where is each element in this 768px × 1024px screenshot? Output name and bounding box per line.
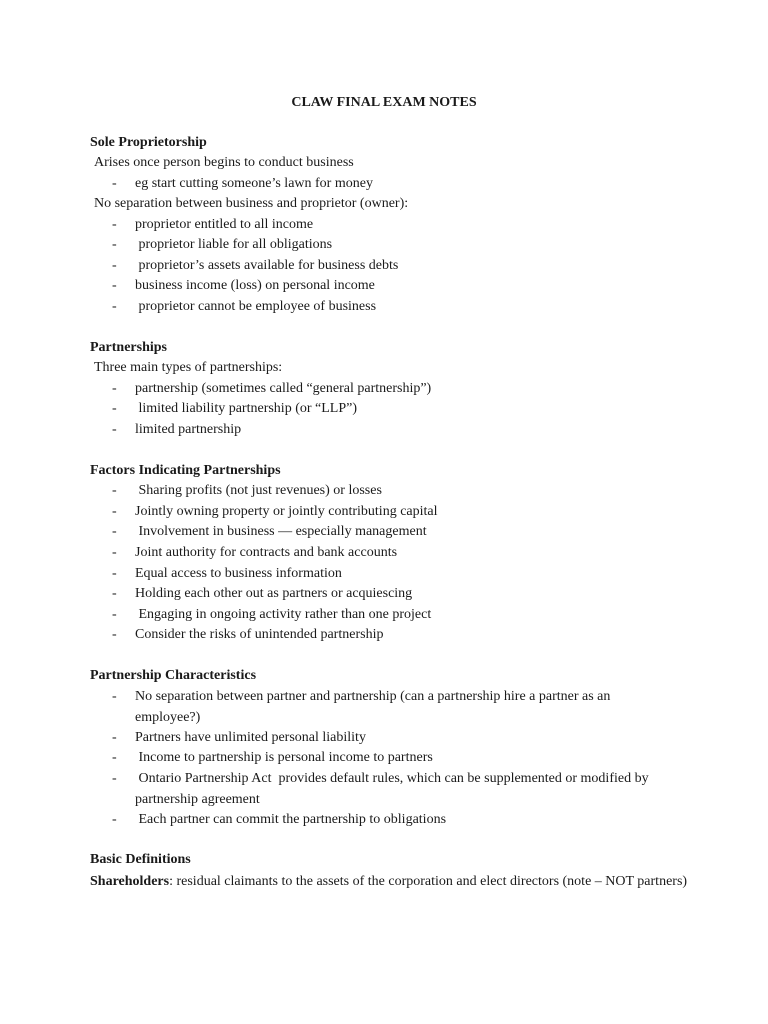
bullet-dash: - [112, 689, 117, 704]
bullet-dash: - [112, 422, 117, 437]
list-item [112, 769, 682, 810]
list-item-text: Jointly owning property or jointly contributing capital [135, 504, 438, 519]
sole-sub-text: No separation between business and proprietor (owner): [94, 196, 409, 211]
list-item [112, 174, 692, 195]
list-item [112, 215, 692, 236]
list-item [112, 584, 692, 605]
bullet-dash: - [112, 812, 117, 827]
list-item-text: Joint authority for contracts and bank accounts [135, 545, 398, 560]
bullet-dash: - [112, 504, 117, 519]
bullet-dash: - [112, 545, 117, 560]
list-item [112, 625, 692, 646]
list-item [112, 687, 672, 728]
list-item-text: Ontario Partnership Act provides default rules, which can be supplemented or modified by partnership agreement [135, 771, 653, 807]
list-item [112, 564, 692, 585]
list-item [112, 256, 692, 277]
list-item-text: proprietor entitled to all income [135, 217, 314, 232]
partnerships-intro-text: Three main types of partnerships: [94, 360, 283, 375]
list-item-text: Consider the risks of unintended partnership [135, 627, 384, 642]
bullet-dash: - [112, 627, 117, 642]
list-item [112, 379, 692, 400]
bullet-dash: - [112, 771, 117, 786]
list-item-text: Sharing profits (not just revenues) or losses [135, 483, 382, 498]
section-heading-sole-proprietorship: Sole Proprietorship [90, 135, 207, 150]
bullet-dash: - [112, 483, 117, 498]
bullet-dash: - [112, 299, 117, 314]
list-item-text: proprietor cannot be employee of business [135, 299, 377, 314]
section-heading-partnerships: Partnerships [90, 340, 167, 355]
list-item-text: Each partner can commit the partnership to obligations [135, 812, 447, 827]
list-item [112, 728, 692, 749]
definition-paragraph [90, 871, 690, 892]
bullet-dash: - [112, 401, 117, 416]
bullet-dash: - [112, 750, 117, 765]
list-item-text: proprietor’s assets available for business debts [135, 258, 399, 273]
list-item-text: Partners have unlimited personal liability [135, 730, 366, 745]
list-item-text: business income (loss) on personal income [135, 278, 375, 293]
sole-intro-text: Arises once person begins to conduct business [94, 155, 354, 170]
section-heading-characteristics: Partnership Characteristics [90, 668, 257, 683]
bullet-dash: - [112, 381, 117, 396]
bullet-dash: - [112, 607, 117, 622]
list-item [112, 502, 692, 523]
definition-term: Shareholders [90, 874, 170, 889]
bullet-dash: - [112, 586, 117, 601]
list-item [112, 543, 692, 564]
bullet-dash: - [112, 730, 117, 745]
list-item [112, 748, 692, 769]
list-item [112, 399, 692, 420]
list-item-text: Equal access to business information [135, 566, 342, 581]
list-item [112, 522, 692, 543]
list-item [112, 810, 692, 831]
bullet-dash: - [112, 524, 117, 539]
list-item [112, 420, 692, 441]
list-item-text: No separation between partner and partnership (can a partnership hire a partner as an employee?) [135, 689, 614, 725]
list-item [112, 276, 692, 297]
bullet-dash: - [112, 217, 117, 232]
list-item-text: proprietor liable for all obligations [135, 237, 333, 252]
bullet-dash: - [112, 566, 117, 581]
bullet-dash: - [112, 258, 117, 273]
list-item-text: limited liability partnership (or “LLP”) [135, 401, 357, 416]
section-heading-factors: Factors Indicating Partnerships [90, 463, 281, 478]
section-heading-definitions: Basic Definitions [90, 852, 191, 867]
list-item-text: eg start cutting someone’s lawn for money [135, 176, 373, 191]
list-item-text: partnership (sometimes called “general partnership”) [135, 381, 432, 396]
document-title: CLAW FINAL EXAM NOTES [291, 95, 477, 110]
list-item-text: Engaging in ongoing activity rather than one project [135, 607, 432, 622]
bullet-dash: - [112, 237, 117, 252]
bullet-dash: - [112, 176, 117, 191]
list-item-text: Involvement in business — especially management [135, 524, 427, 539]
list-item [112, 605, 692, 626]
list-item-text: Income to partnership is personal income to partners [135, 750, 433, 765]
list-item [112, 235, 692, 256]
definition-text: : residual claimants to the assets of the corporation and elect directors (note – NOT partners) [169, 874, 688, 889]
list-item [112, 481, 692, 502]
list-item-text: Holding each other out as partners or acquiescing [135, 586, 413, 601]
list-item [112, 297, 692, 318]
list-item-text: limited partnership [135, 422, 242, 437]
bullet-dash: - [112, 278, 117, 293]
